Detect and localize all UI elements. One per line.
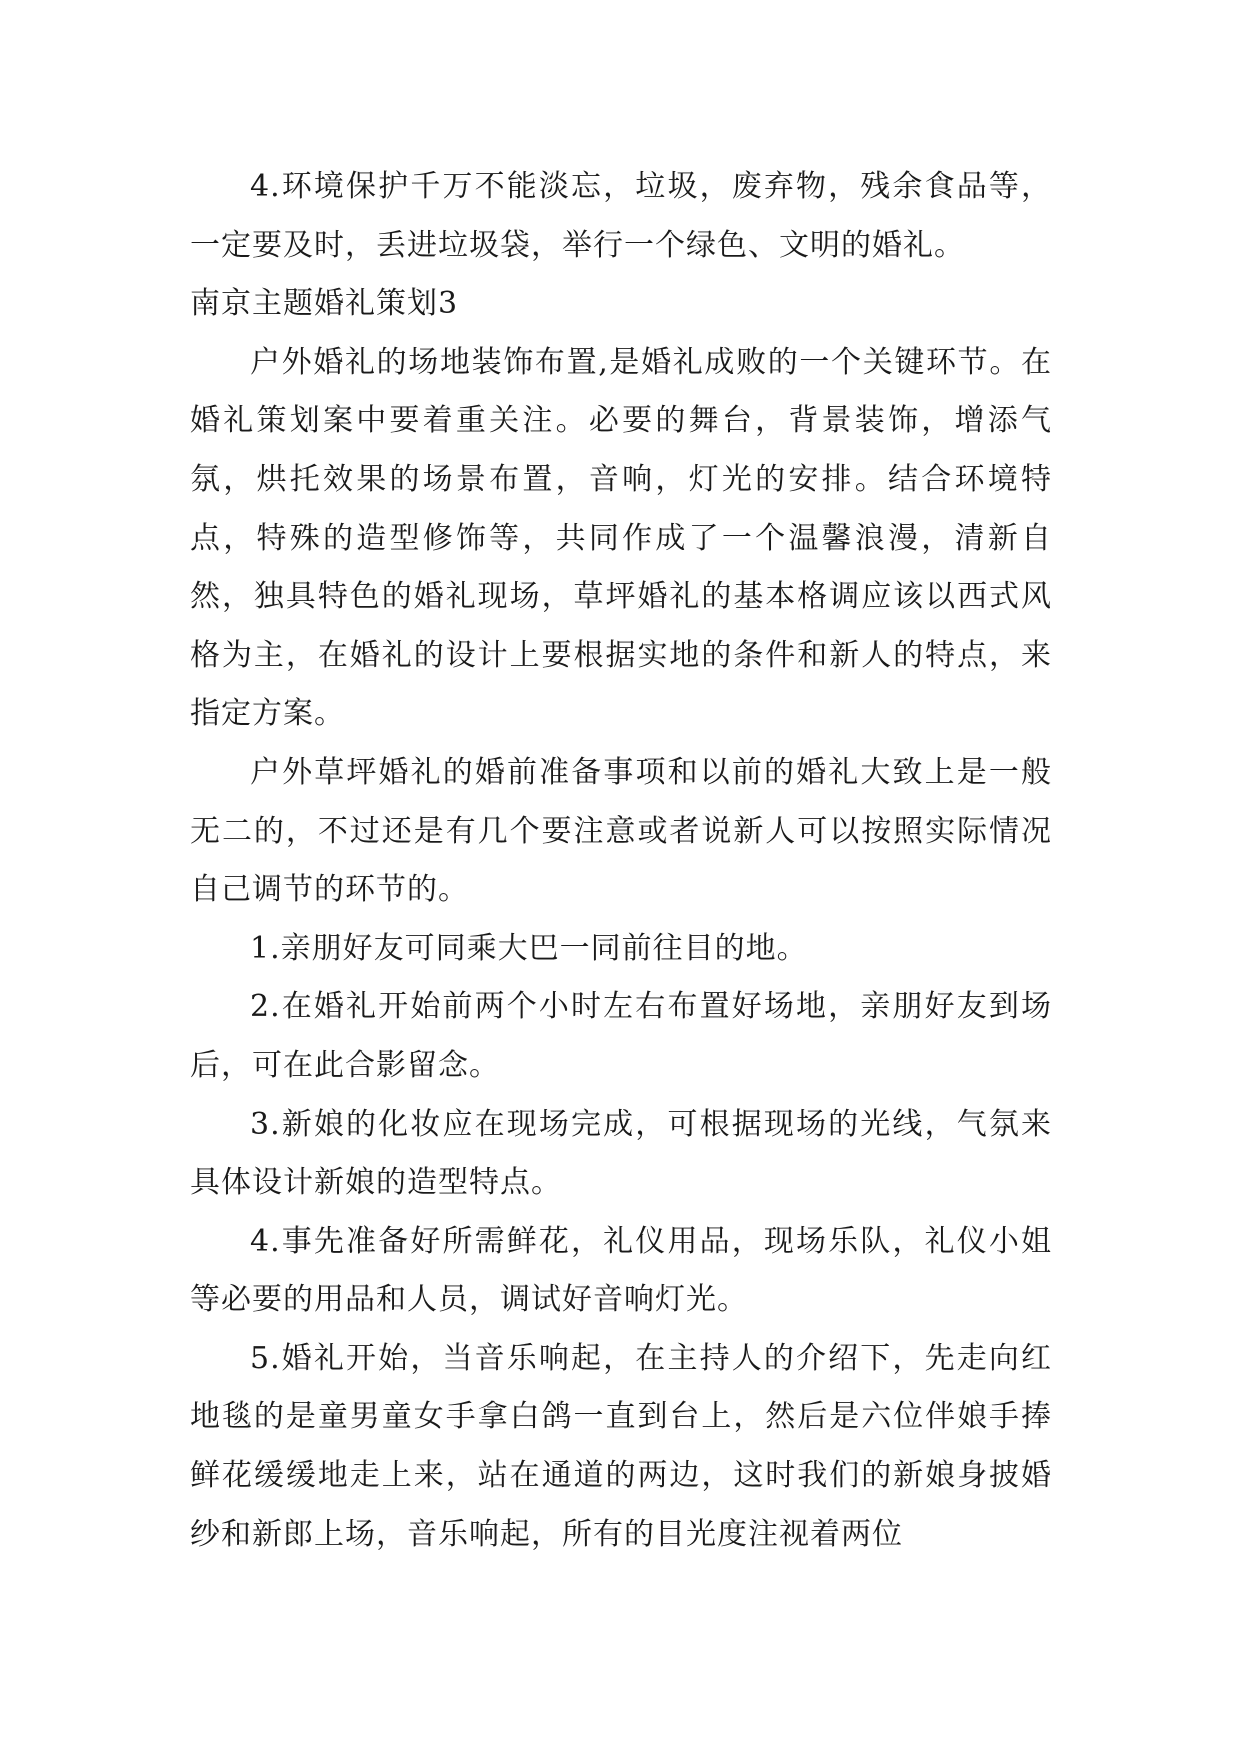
list-item-5: 5.婚礼开始，当音乐响起，在主持人的介绍下，先走向红地毯的是童男童女手拿白鸽一直到台上，然后是六位伴娘手捧鲜花缓缓地走上来，站在通道的两边，这时我们的新娘身披婚纱和新郎上场，音乐响起，所有的目光度注视着两位 <box>190 1340 1052 1552</box>
paragraph-preparation: 户外草坪婚礼的婚前准备事项和以前的婚礼大致上是一般无二的，不过还是有几个要注意或者说新人可以按照实际情况自己调节的环节的。 <box>190 754 1052 908</box>
paragraph-venue-decoration: 户外婚礼的场地装饰布置,是婚礼成败的一个关键环节。在婚礼策划案中要着重关注。必要的舞台，背景装饰，增添气氛，烘托效果的场景布置，音响，灯光的安排。结合环境特点，特殊的造型修饰等，共同作成了一个温馨浪漫，清新自然，独具特色的婚礼现场，草坪婚礼的基本格调应该以西式风格为主，在婚礼的设计上要根据实地的条件和新人的特点，来指定方案。 <box>190 344 1052 732</box>
list-item-2: 2.在婚礼开始前两个小时左右布置好场地，亲朋好友到场后，可在此合影留念。 <box>190 989 1052 1083</box>
list-item-4: 4.事先准备好所需鲜花，礼仪用品，现场乐队，礼仪小姐等必要的用品和人员，调试好音响灯光。 <box>190 1223 1052 1318</box>
list-item-3: 3.新娘的化妆应在现场完成，可根据现场的光线，气氛来具体设计新娘的造型特点。 <box>190 1106 1052 1201</box>
list-item-1: 1.亲朋好友可同乘大巴一同前往目的地。 <box>250 930 808 966</box>
document-body <box>190 158 1052 1564</box>
paragraph-env-protection: 4.环境保护千万不能淡忘，垃圾，废弃物，残余食品等，一定要及时，丢进垃圾袋，举行一个绿色、文明的婚礼。 <box>190 169 1052 263</box>
section-heading: 南京主题婚礼策划3 <box>190 286 459 322</box>
